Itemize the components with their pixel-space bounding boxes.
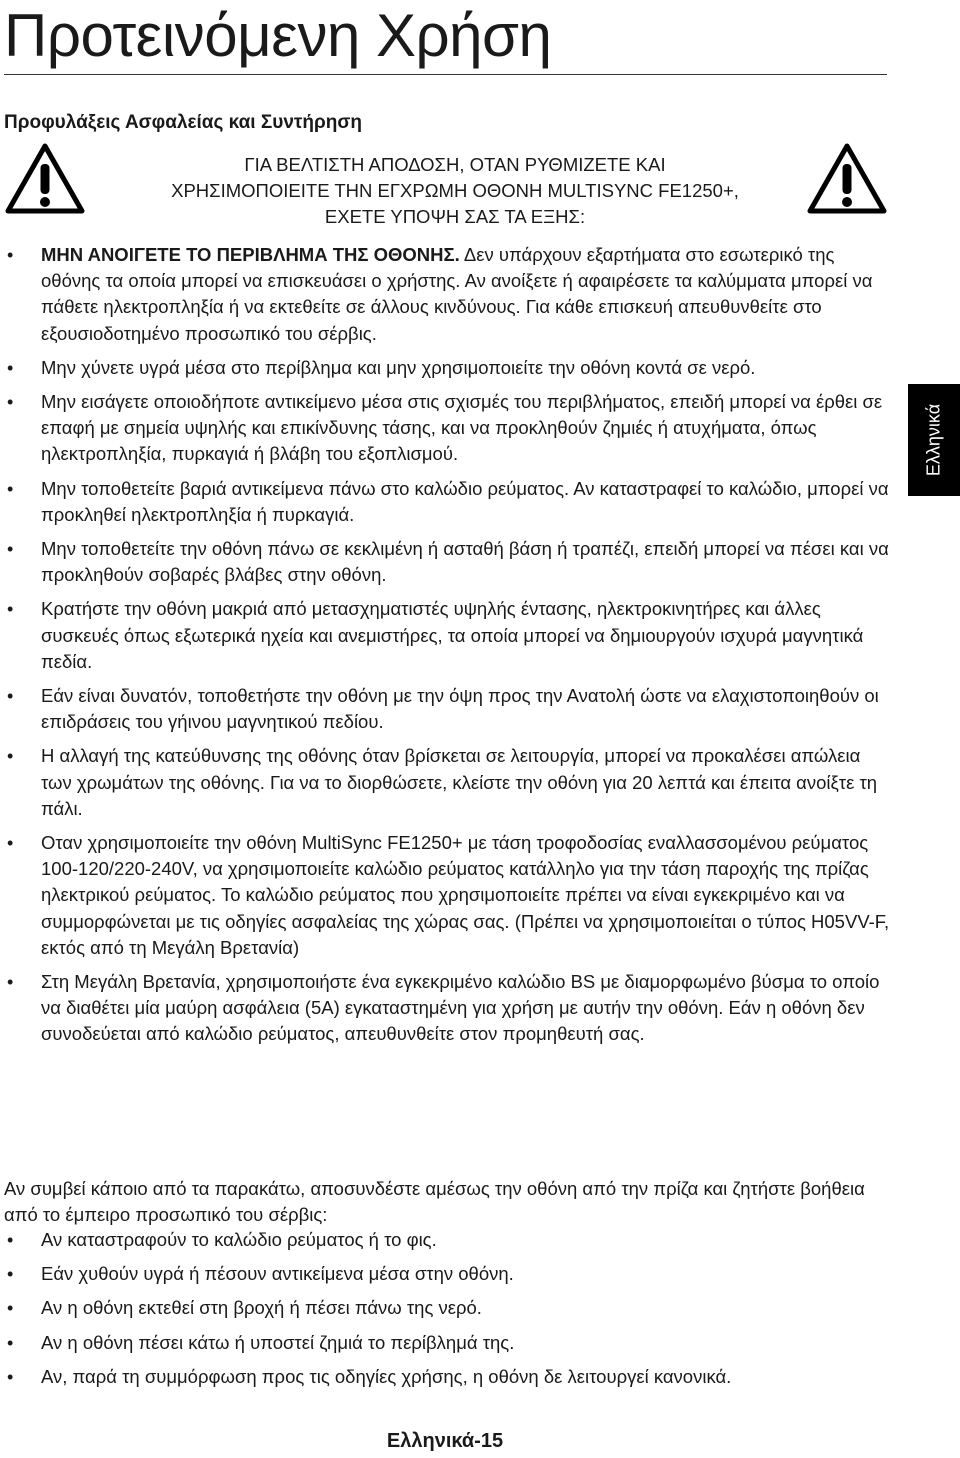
list-item-text: Μην εισάγετε οποιοδήποτε αντικείμενο μέσα στις σχισμές του περιβλήματος, επειδή μπορεί να έρθει σε επαφή με σημεία υψηλής και επικίνδυνης τάσης, και να προκληθούν ζημιές ή ατυχήματα, όπως ηλεκτροπληξία, πυρκαγιά ή βλάβη του εξοπλισμού.	[41, 391, 883, 465]
list-item-text: Εάν είναι δυνατόν, τοποθετήστε την οθόνη με την όψη προς την Ανατολή ώστε να ελαχιστοποιηθούν οι επιδράσεις του γήινου μαγνητικού πεδίου.	[41, 685, 879, 733]
list-item	[4, 1295, 894, 1321]
list-item	[4, 1364, 894, 1390]
list-item	[4, 683, 894, 735]
list-item-text: Μην τοποθετείτε την οθόνη πάνω σε κεκλιμένη ή ασταθή βάση ή τραπέζι, επειδή μπορεί να πέσει και να προκληθούν σοβαρές βλάβες στην οθόνη.	[41, 538, 889, 586]
list-item	[4, 242, 894, 347]
warning-line: ΧΡΗΣΙΜΟΠΟΙΕΙΤΕ ΤΗΝ ΕΓΧΡΩΜΗ ΟΘΟΝΗ MULTISYNC FE1250+,	[171, 180, 739, 201]
list-item-text: Οταν χρησιμοποιείτε την οθόνη MultiSync FE1250+ με τάση τροφοδοσίας εναλλασσομένου ρεύματος 100-120/220-240V, να χρησιμοποιείτε καλώδιο ρεύματος κατάλληλο για την τάση παροχής της πρίζας ηλεκτρικού ρεύματος. Το καλώδιο ρεύματος που χρησιμοποιείτε πρέπει να είναι εγκεκριμένο και να συμμορφώνεται με τις οδηγίες ασφαλείας της χώρας σας. (Πρέπει να χρησιμοποιείται ο τύπος H05VV-F, εκτός από τη Μεγάλη Βρετανία)	[41, 832, 890, 958]
list-item	[4, 536, 894, 588]
warning-line: ΕΧΕΤΕ ΥΠΟΨΗ ΣΑΣ ΤΑ ΕΞΗΣ:	[324, 206, 586, 227]
list-item-text: Στη Μεγάλη Βρετανία, χρησιμοποιήστε ένα εγκεκριμένο καλώδιο BS με διαμορφωμένο βύσμα το οποίο να διαθέτει μία μαύρη ασφάλεια (5A) εγκαταστημένη για χρήση με αυτήν την οθόνη. Εάν η οθόνη δεν συνοδεύεται από καλώδιο ρεύματος, απευθυνθείτε στον προμηθευτή σας.	[41, 971, 880, 1045]
list-item-text: Αν καταστραφούν το καλώδιο ρεύματος ή το φις.	[41, 1229, 437, 1250]
list-item	[4, 1261, 894, 1287]
warning-triangle-icon	[806, 142, 888, 214]
list-item	[4, 830, 894, 961]
title-divider	[4, 74, 887, 75]
list-item	[4, 596, 894, 675]
list-item-text: Μην χύνετε υγρά μέσα στο περίβλημα και μην χρησιμοποιείτε την οθόνη κοντά σε νερό.	[41, 356, 756, 378]
list-item	[4, 355, 894, 381]
page-title: Προτεινόμενη Χρήση	[4, 2, 552, 69]
list-item-text: Αν η οθόνη πέσει κάτω ή υποστεί ζημιά το περίβλημά της.	[41, 1331, 515, 1353]
list-item	[4, 476, 894, 528]
list-item-text: Αν η οθόνη εκτεθεί στη βροχή ή πέσει πάνω της νερό.	[41, 1297, 482, 1319]
list-item-lead: ΜΗΝ ΑΝΟΙΓΕΤΕ ΤΟ ΠΕΡΙΒΛΗΜΑ ΤΗΣ ΟΘΟΝΗΣ.	[41, 244, 460, 265]
warning-triangle-icon	[4, 142, 86, 214]
list-item-text: Αν, παρά τη συμμόρφωση προς τις οδηγίες χρήσης, η οθόνη δε λειτουργεί κανονικά.	[41, 1365, 732, 1387]
list-item	[4, 1330, 894, 1356]
list-item-text: Κρατήστε την οθόνη μακριά από μετασχηματιστές υψηλής έντασης, ηλεκτροκινητήρες και άλλες συσκευές όπως εξωτερικά ηχεία και ανεμιστήρες, τα οποία μπορεί να δημιουργούν ισχυρά μαγνητικά πεδία.	[41, 598, 864, 672]
list-item-text: Εάν χυθούν υγρά ή πέσουν αντικείμενα μέσα στην οθόνη.	[41, 1263, 514, 1285]
warning-notice	[100, 152, 810, 230]
disconnect-paragraph: Αν συμβεί κάποιο από τα παρακάτω, αποσυνδέστε αμέσως την οθόνη από την πρίζα και ζητήστε βοήθεια από το έμπειρο προσωπικό του σέρβις:	[4, 1178, 865, 1226]
warning-line: ΓΙΑ ΒΕΛΤΙΣΤΗ ΑΠΟΔΟΣΗ, ΟΤΑΝ ΡΥΘΜΙΖΕΤΕ ΚΑΙ	[244, 154, 666, 175]
list-item	[4, 969, 894, 1048]
list-item-text: Η αλλαγή της κατεύθυνσης της οθόνης όταν βρίσκεται σε λειτουργία, μπορεί να προκαλέσει απώλεια των χρωμάτων της οθόνης. Για να το διορθώσετε, κλείστε την οθόνη για 20 λεπτά και έπειτα ανοίξτε τη πάλι.	[41, 745, 878, 819]
list-item	[4, 1227, 894, 1253]
section-heading: Προφυλάξεις Ασφαλείας και Συντήρηση	[4, 112, 362, 133]
list-item	[4, 389, 894, 468]
safety-list	[4, 242, 894, 1056]
list-item-text: Δεν υπάρχουν εξαρτήματα στο εσωτερικό της οθόνης τα οποία μπορεί να επισκευάσει ο χρήστης. Αν ανοίξετε ή αφαιρέσετε τα καλύμματα μπορεί να πάθετε ηλεκτροπληξία ή να εκτεθείτε σε άλλους κινδύνους. Για κάθε επισκευή απευθυνθείτε στο εξουσιοδοτημένο προσωπικό του σέρβις.	[41, 244, 873, 344]
page-number: Ελληνικά-15	[386, 1430, 504, 1452]
list-item	[4, 743, 894, 822]
language-side-tab	[908, 384, 960, 496]
disconnect-list	[4, 1227, 894, 1398]
list-item-text: Μην τοποθετείτε βαριά αντικείμενα πάνω στο καλώδιο ρεύματος. Αν καταστραφεί το καλώδιο, μπορεί να προκληθεί ηλεκτροπληξία ή πυρκαγιά.	[41, 477, 889, 525]
language-side-tab-label: Ελληνικά	[923, 403, 944, 477]
